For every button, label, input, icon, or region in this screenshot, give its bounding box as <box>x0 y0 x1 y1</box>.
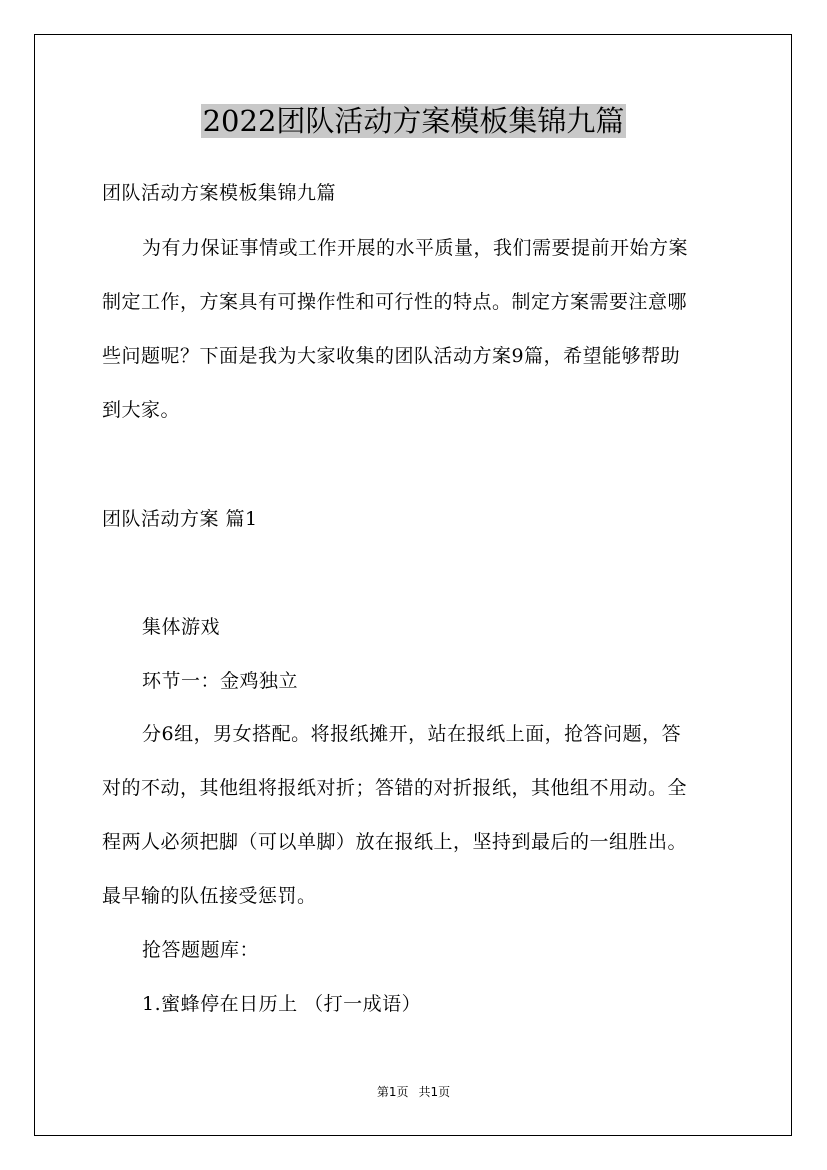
quiz-item-1: 1.蜜蜂停在日历上 （打一成语） <box>142 993 422 1015</box>
intro-line-3: 些问题呢？下面是我为大家收集的团队活动方案9篇，希望能够帮助 <box>102 345 681 367</box>
game-title: 集体游戏 <box>142 616 221 638</box>
step-one-title: 环节一：金鸡独立 <box>142 670 299 692</box>
intro-line-1: 为有力保证事情或工作开展的水平质量，我们需要提前开始方案 <box>142 237 689 259</box>
footer-page-current: 第1页 <box>376 1085 409 1099</box>
rule-line-2: 对的不动，其他组将报纸对折；答错的对折报纸，其他组不用动。全 <box>102 777 688 799</box>
quiz-bank-label: 抢答题题库： <box>142 939 260 961</box>
intro-line-2: 制定工作，方案具有可操作性和可行性的特点。制定方案需要注意哪 <box>102 291 688 313</box>
rule-line-4: 最早输的队伍接受惩罚。 <box>102 885 317 907</box>
page-footer <box>0 1084 827 1100</box>
rule-line-1: 分6组，男女搭配。将报纸摊开，站在报纸上面，抢答问题，答 <box>142 723 682 745</box>
document-title-text: 2022团队活动方案模板集锦九篇 <box>202 104 625 138</box>
document-subtitle: 团队活动方案模板集锦九篇 <box>102 182 337 204</box>
intro-line-4: 到大家。 <box>102 399 181 421</box>
section-heading: 团队活动方案 篇1 <box>102 508 258 530</box>
document-title <box>0 98 827 144</box>
footer-page-total: 共1页 <box>418 1085 451 1099</box>
rule-line-3: 程两人必须把脚（可以单脚）放在报纸上，坚持到最后的一组胜出。 <box>102 831 688 853</box>
